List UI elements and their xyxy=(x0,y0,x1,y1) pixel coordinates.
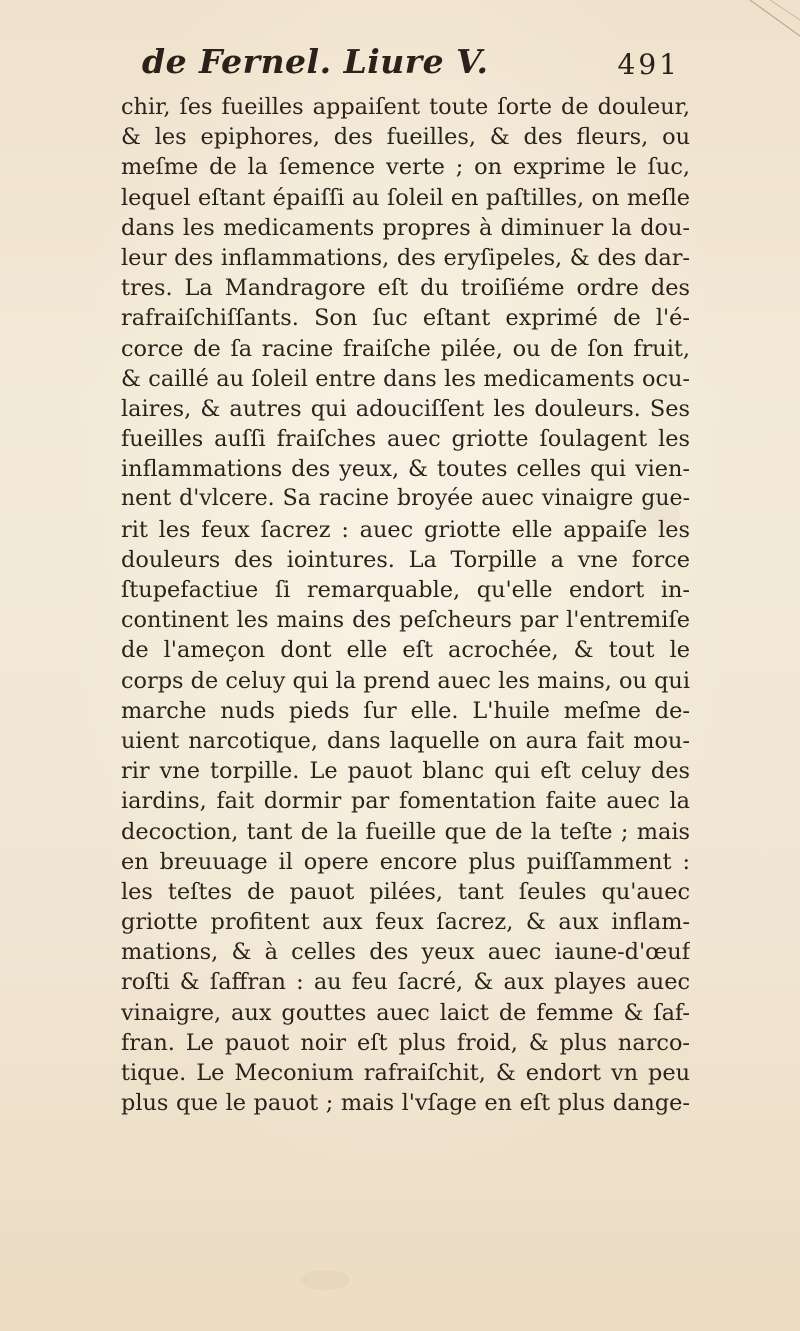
text-line: de l'ameçon dont elle eſt acrochée, & tout le xyxy=(121,637,690,664)
page-corner-fold xyxy=(740,0,800,40)
text-line: roſti & ſaffran : au feu ſacré, & aux playes auec xyxy=(121,969,690,996)
paper-stain xyxy=(300,1270,350,1290)
page-header xyxy=(120,42,680,92)
text-line: lequel eſtant épaiſſi au ſoleil en paſtilles, on meſle xyxy=(121,184,690,211)
text-line: vinaigre, aux gouttes auec laict de femme & ſaf- xyxy=(121,999,690,1026)
text-line: nent d'vlcere. Sa racine broyée auec vinaigre gue- xyxy=(121,486,690,512)
text-line: & les epiphores, des fueilles, & des fleurs, ou xyxy=(121,124,690,151)
text-line: meſme de la ſemence verte ; on exprime le ſuc, xyxy=(121,154,690,181)
text-line: ſtupefactiue ſi remarquable, qu'elle endort in- xyxy=(121,577,690,603)
body-text xyxy=(121,92,690,1118)
text-line: tique. Le Meconium rafraiſchit, & endort vn peu xyxy=(121,1060,690,1086)
text-line: rafraiſchiſſants. Son ſuc eſtant exprimé de l'é- xyxy=(121,305,690,332)
text-line: mations, & à celles des yeux auec iaune-d'œuf xyxy=(121,939,690,966)
text-line: uient narcotique, dans laquelle on aura fait mou- xyxy=(121,727,690,754)
text-line: chir, ſes fueilles appaiſent toute ſorte de douleur, xyxy=(121,94,690,120)
text-line: douleurs des iointures. La Torpille a vne force xyxy=(121,546,690,573)
text-line: corce de ſa racine fraiſche pilée, ou de ſon fruit, xyxy=(121,335,690,362)
text-line: inflammations des yeux, & toutes celles qui vien- xyxy=(121,456,690,483)
text-line: leur des inflammations, des eryſipeles, & des dar- xyxy=(121,244,690,271)
text-line: tres. La Mandragore eſt du troiſiéme ordre des xyxy=(121,275,690,302)
text-line: dans les medicaments propres à diminuer la dou- xyxy=(121,214,690,241)
text-line: rit les feux ſacrez : auec griotte elle appaiſe les xyxy=(121,516,690,543)
text-line: corps de celuy qui la prend auec les mains, ou qui xyxy=(121,667,690,694)
text-line: griotte profitent aux feux ſacrez, & aux inflam- xyxy=(121,909,690,936)
text-line: marche nuds pieds ſur elle. L'huile meſme de- xyxy=(121,697,690,724)
text-line: rir vne torpille. Le pauot blanc qui eſt celuy des xyxy=(121,758,690,785)
text-line: continent les mains des peſcheurs par l'entremiſe xyxy=(121,607,690,634)
text-line: fran. Le pauot noir eſt plus froid, & plus narco- xyxy=(121,1029,690,1056)
running-head: de Fernel. Liure V. xyxy=(142,42,489,81)
text-line: iardins, fait dormir par fomentation faite auec la xyxy=(121,788,690,815)
text-line: plus que le pauot ; mais l'vſage en eſt plus dange- xyxy=(121,1090,690,1117)
text-line: laires, & autres qui adouciſſent les douleurs. Ses xyxy=(121,395,690,422)
text-line: les teſtes de pauot pilées, tant ſeules qu'auec xyxy=(121,878,690,905)
text-line: fueilles auſſi fraiſches auec griotte ſoulagent les xyxy=(121,426,690,453)
text-line: & caillé au ſoleil entre dans les medicaments ocu- xyxy=(121,365,690,392)
page-number: 491 xyxy=(617,48,680,81)
text-line: en breuuage il opere encore plus puiſſamment : xyxy=(121,848,690,875)
text-line: decoction, tant de la fueille que de la teſte ; mais xyxy=(121,818,690,845)
